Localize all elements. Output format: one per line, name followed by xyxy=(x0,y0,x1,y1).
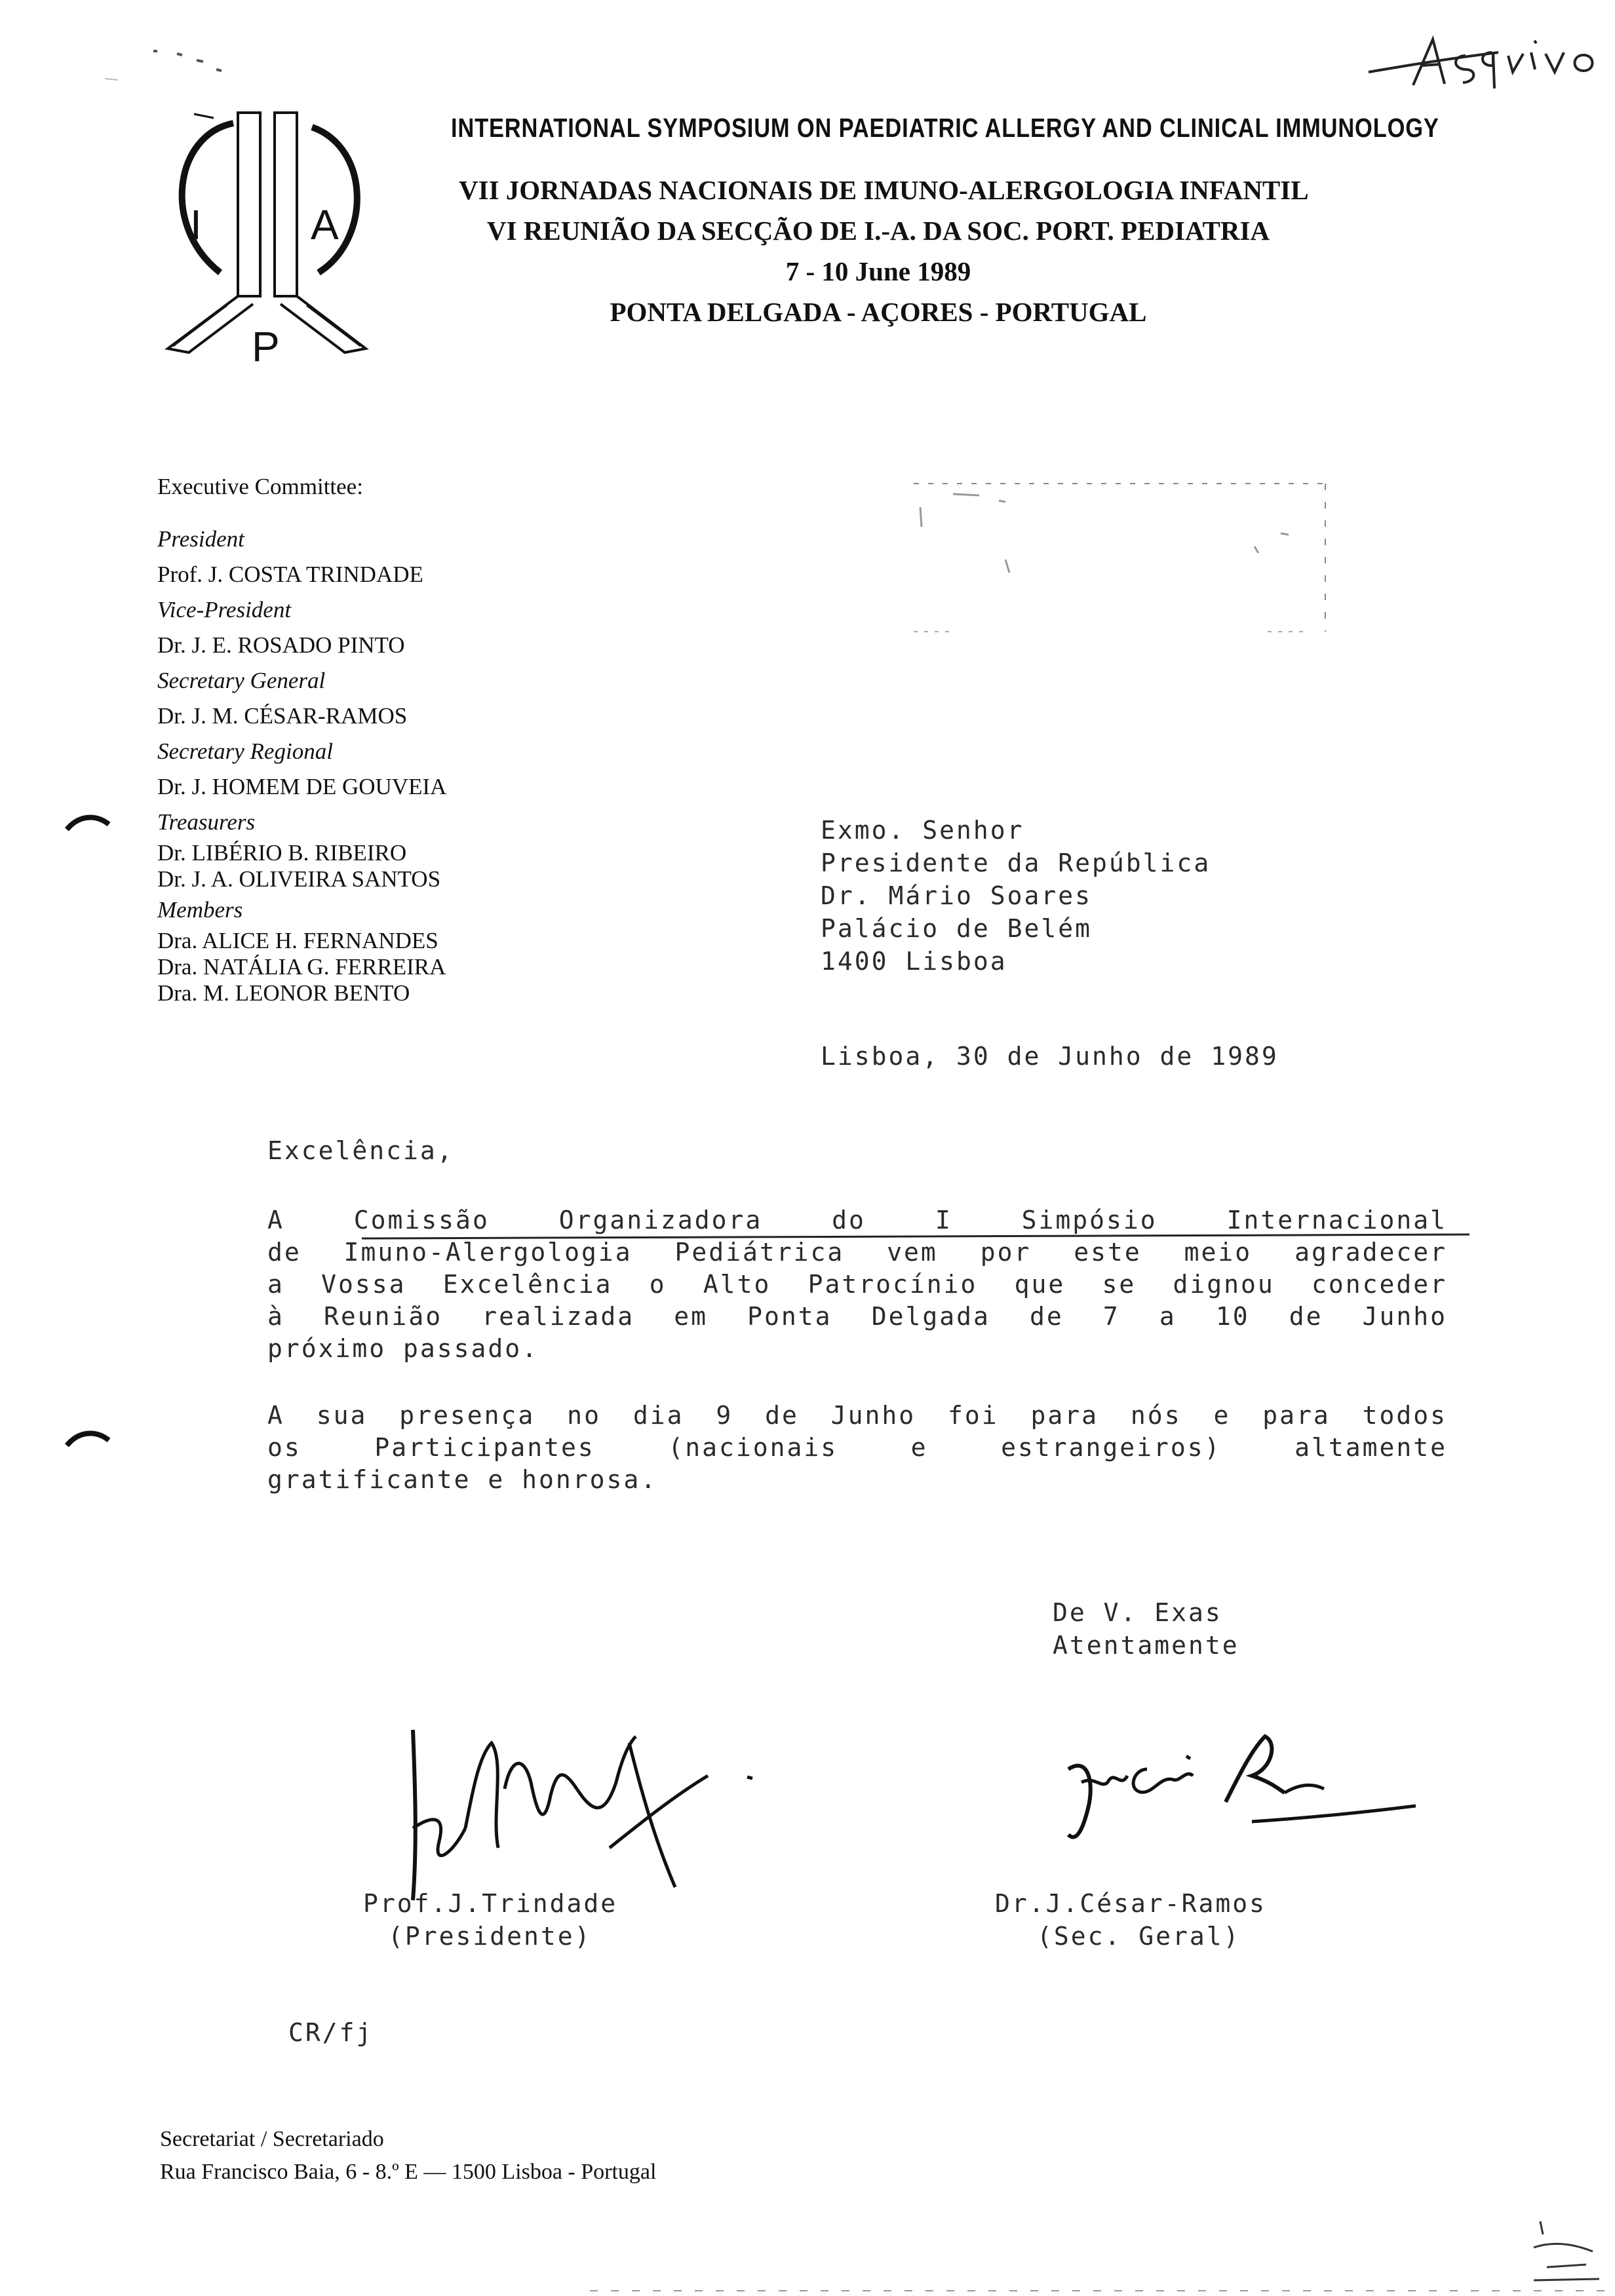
addressee-salutation: Exmo. Senhor xyxy=(821,816,1024,845)
paragraph-2-line-2: os Participantes (nacionais e estrangeiros) altamente xyxy=(267,1433,1447,1462)
signatory-left-name: Prof.J.Trindade xyxy=(363,1889,618,1918)
footer-line-1: Secretariat / Secretariado xyxy=(160,2127,384,2151)
footer-address xyxy=(160,2123,656,2189)
addressee-title: Presidente da República xyxy=(821,849,1211,877)
paragraph-1-line-4: à Reunião realizada em Ponta Delgada de 7 a 10 de Junho xyxy=(267,1302,1447,1331)
letterhead-line-1: VII JORNADAS NACIONAIS DE IMUNO-ALERGOLOGIA INFANTIL xyxy=(459,175,1309,205)
signatory-right-name: Dr.J.César-Ramos xyxy=(995,1889,1267,1918)
addressee-block xyxy=(821,814,1211,978)
handwritten-archive-annotation xyxy=(1367,26,1615,92)
name-secretary-regional: Dr. J. HOMEM DE GOUVEIA xyxy=(157,774,447,799)
paragraph-1-line-5: próximo passado. xyxy=(267,1334,539,1363)
scan-edge-marks xyxy=(1527,2215,1606,2287)
signature-trindade-drawing xyxy=(393,1717,760,1913)
handwritten-annotation-drawing xyxy=(1367,26,1615,92)
role-vice-president: Vice-President xyxy=(157,597,292,622)
role-members: Members xyxy=(157,897,243,923)
signature-trindade xyxy=(393,1717,760,1913)
name-treasurer-2: Dr. J. A. OLIVEIRA SANTOS xyxy=(157,866,441,892)
paragraph-1-line-1: A Comissão Organizadora do I Simpósio Internacional xyxy=(267,1206,1447,1234)
letter-salutation: Excelência, xyxy=(267,1136,454,1165)
scan-bottom-line xyxy=(590,2288,1612,2293)
name-secretary-general: Dr. J. M. CÉSAR-RAMOS xyxy=(157,703,408,729)
signatory-left-title: (Presidente) xyxy=(388,1922,592,1951)
name-member-3: Dra. M. LEONOR BENTO xyxy=(157,980,410,1006)
letterhead-dates: 7 - 10 June 1989 xyxy=(785,256,971,286)
committee-title: Executive Committee: xyxy=(157,474,363,499)
signatory-left xyxy=(363,1887,617,1953)
closing-line-1: De V. Exas xyxy=(1053,1598,1222,1627)
name-vice-president: Dr. J. E. ROSADO PINTO xyxy=(157,632,405,658)
paragraph-1-line-2: de Imuno-Alergologia Pediátrica vem por este meio agradecer xyxy=(267,1238,1447,1267)
addressee-name: Dr. Mário Soares xyxy=(821,881,1093,910)
letter-closing xyxy=(1053,1596,1239,1662)
signature-cesar-ramos-drawing xyxy=(1062,1730,1429,1848)
logo-letter-p: P xyxy=(252,323,280,370)
letterhead-line-2: VI REUNIÃO DA SECÇÃO DE I.-A. DA SOC. PORT. PEDIATRIA xyxy=(486,216,1270,246)
addressee-street: Palácio de Belém xyxy=(821,914,1093,943)
role-treasurers: Treasurers xyxy=(157,809,256,835)
stamp-drawing xyxy=(914,481,1327,632)
paragraph-1-line-3: a Vossa Excelência o Alto Patrocínio que se dignou conceder xyxy=(267,1270,1447,1299)
punch-mark-lower xyxy=(66,1426,111,1452)
role-secretary-regional: Secretary Regional xyxy=(157,738,333,764)
reference-initials: CR/fj xyxy=(288,2018,374,2047)
logo-letter-i: I xyxy=(190,201,202,248)
role-secretary-general: Secretary General xyxy=(157,668,326,693)
paragraph-2-line-3: gratificante e honrosa. xyxy=(267,1465,658,1494)
footer-line-2: Rua Francisco Baia, 6 - 8.º E — 1500 Lisboa - Portugal xyxy=(160,2160,657,2184)
paragraph-1 xyxy=(267,1204,1447,1365)
handwritten-underline xyxy=(362,1232,1476,1245)
paragraph-2 xyxy=(267,1400,1447,1496)
role-president: President xyxy=(157,526,244,552)
scan-speckle-marks xyxy=(105,33,288,85)
logo-letter-a: A xyxy=(311,201,339,248)
paragraph-2-line-1: A sua presença no dia 9 de Junho foi para nós e para todos xyxy=(267,1401,1447,1430)
addressee-city: 1400 Lisboa xyxy=(821,947,1007,976)
signature-cesar-ramos xyxy=(1062,1730,1429,1848)
closing-line-2: Atentamente xyxy=(1053,1631,1239,1660)
iap-logo xyxy=(155,109,378,371)
name-treasurer-1: Dr. LIBÉRIO B. RIBEIRO xyxy=(157,840,407,866)
name-member-2: Dra. NATÁLIA G. FERREIRA xyxy=(157,954,446,980)
name-member-1: Dra. ALICE H. FERNANDES xyxy=(157,928,438,953)
executive-committee xyxy=(157,469,446,1006)
faint-received-stamp xyxy=(914,481,1327,632)
letterhead-location: PONTA DELGADA - AÇORES - PORTUGAL xyxy=(610,297,1147,327)
signatory-right xyxy=(995,1887,1266,1953)
punch-mark-upper xyxy=(66,810,111,836)
name-president: Prof. J. COSTA TRINDADE xyxy=(157,562,423,587)
signatory-right-title: (Sec. Geral) xyxy=(1037,1922,1241,1951)
letterhead-main-title: INTERNATIONAL SYMPOSIUM ON PAEDIATRIC ALLERGY AND CLINICAL IMMUNOLOGY xyxy=(451,113,1439,143)
letter-date: Lisboa, 30 de Junho de 1989 xyxy=(821,1042,1279,1071)
